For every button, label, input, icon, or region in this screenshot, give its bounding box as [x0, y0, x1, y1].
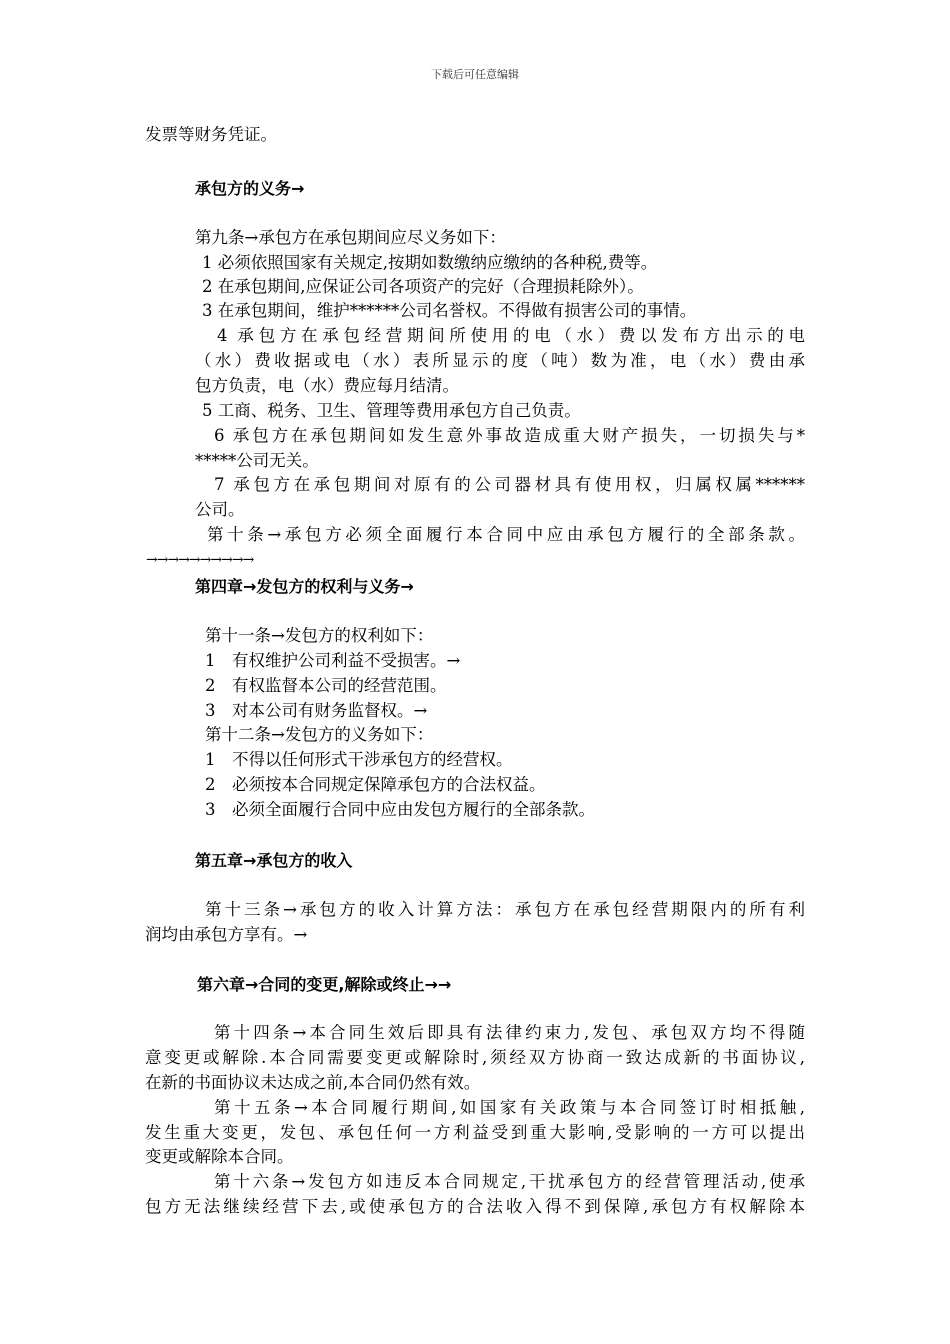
article-line: 第十条→承包方必须全面履行本合同中应由承包方履行的全部条款。 — [207, 525, 805, 544]
article-line: 第十一条→发包方的权利如下： — [205, 626, 434, 645]
text-line: 包方负责，电（水）费应每月结清。 — [195, 376, 459, 395]
list-item: 3 对本公司有财务监督权。→ — [205, 701, 428, 720]
page-header: 下载后可任意编辑 — [431, 68, 519, 81]
text-line: 公司。 — [195, 500, 245, 519]
list-item: 3 必须全面履行合同中应由发包方履行的全部条款。 — [205, 800, 595, 819]
text-line: 润均由承包方享有。→ — [145, 925, 308, 944]
list-item: 2 必须按本合同规定保障承包方的合法权益。 — [205, 775, 546, 794]
text-line: （水）费收据或电（水）表所显示的度（吨）数为准，电（水）费由承 — [195, 351, 805, 370]
text-line: 包方无法继续经营下去,或使承包方的合法收入得不到保障,承包方有权解除本 — [145, 1197, 805, 1216]
tab-arrows: →→→→→→→→→→ — [146, 552, 254, 568]
chapter-heading: 第五章→承包方的收入 — [195, 851, 353, 870]
list-item: 1 必须依照国家有关规定,按期如数缴纳应缴纳的各种税,费等。 — [202, 253, 658, 272]
text-line: 发票等财务凭证。 — [145, 125, 277, 144]
list-item: 1 不得以任何形式干涉承包方的经营权。 — [205, 750, 513, 769]
list-item: 4 承包方在承包经营期间所使用的电（水）费以发布方出示的电 — [217, 326, 805, 345]
article-line: 第十五条→本合同履行期间,如国家有关政策与本合同签订时相抵触, — [214, 1098, 805, 1117]
article-line: 第十四条→本合同生效后即具有法律约束力,发包、承包双方均不得随 — [214, 1023, 805, 1042]
list-item: 7 承包方在承包期间对原有的公司器材具有使用权，归属权属****** — [214, 475, 805, 494]
list-item: 2 在承包期间,应保证公司各项资产的完好（合理损耗除外）。 — [202, 277, 644, 296]
text-line: *****公司无关。 — [195, 451, 319, 470]
list-item: 2 有权监督本公司的经营范围。 — [205, 676, 447, 695]
article-line: 第十三条→承包方的收入计算方法：承包方在承包经营期限内的所有利 — [205, 900, 805, 919]
section-heading: 承包方的义务→ — [195, 179, 305, 198]
chapter-heading: 第六章→合同的变更,解除或终止→→ — [197, 975, 452, 994]
list-item: 6 承包方在承包期间如发生意外事故造成重大财产损失，一切损失与* — [214, 426, 805, 445]
chapter-heading: 第四章→发包方的权利与义务→ — [195, 577, 414, 596]
list-item: 3 在承包期间，维护******公司名誉权。不得做有损害公司的事情。 — [202, 301, 697, 320]
text-line: 意变更或解除.本合同需要变更或解除时,须经双方协商一致达成新的书面协议, — [145, 1048, 805, 1067]
text-line: 变更或解除本合同。 — [145, 1147, 294, 1166]
list-item: 5 工商、税务、卫生、管理等费用承包方自己负责。 — [202, 401, 581, 420]
list-item: 1 有权维护公司利益不受损害。→ — [205, 651, 461, 670]
article-line: 第十六条→发包方如违反本合同规定,干扰承包方的经营管理活动,使承 — [214, 1172, 805, 1191]
article-line: 第九条→承包方在承包期间应尽义务如下： — [195, 228, 506, 247]
article-line: 第十二条→发包方的义务如下： — [205, 725, 434, 744]
text-line: 在新的书面协议未达成之前,本合同仍然有效。 — [145, 1073, 481, 1092]
text-line: 发生重大变更，发包、承包任何一方利益受到重大影响,受影响的一方可以提出 — [145, 1123, 805, 1142]
